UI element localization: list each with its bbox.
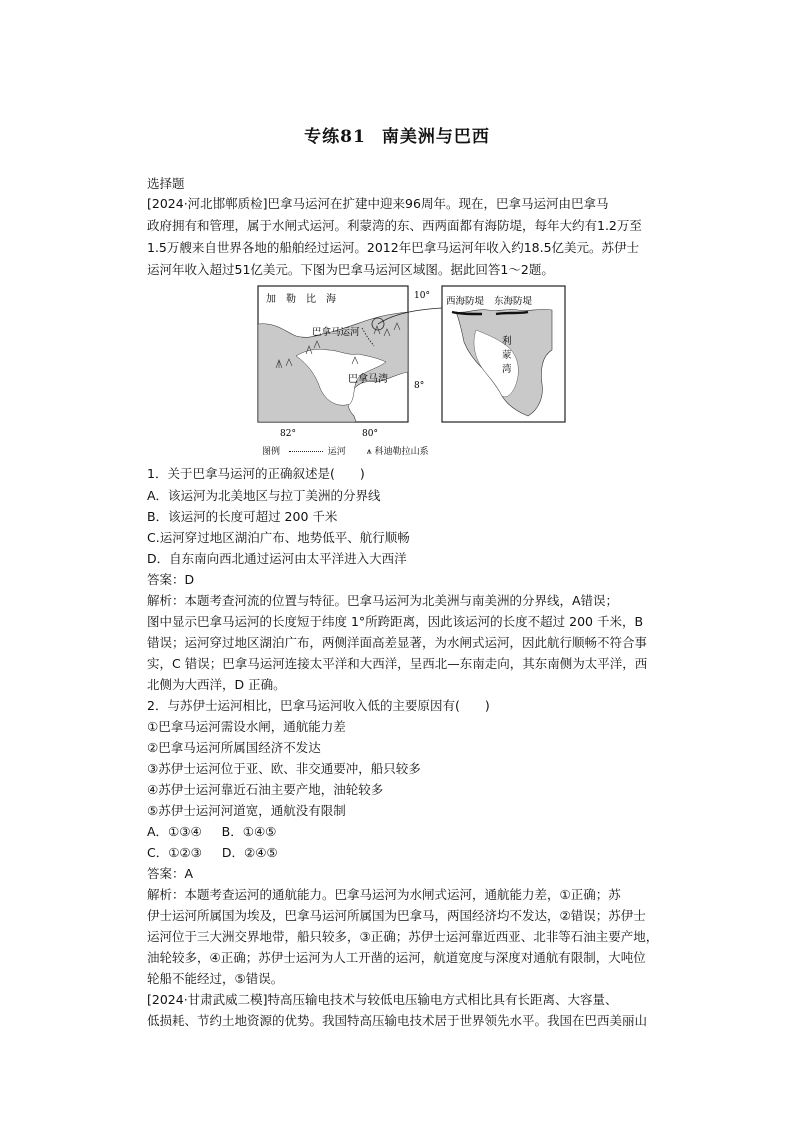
q2-item: ②巴拿马运河所属国经济不发达 (147, 740, 321, 755)
lon-right-label: 80° (362, 429, 378, 439)
inset-east-label: 东海防堤 (494, 296, 533, 307)
lon-left-label: 82° (280, 429, 296, 439)
legend (262, 444, 429, 457)
intro2-line: 低损耗、节约土地资源的优势。我国特高压输电技术居于世界领先水平。我国在巴西美丽山 (147, 1013, 648, 1028)
caribbean-label: 加 勒 比 海 (266, 294, 336, 305)
q1-analysis: 实，C 错误；巴拿马运河连接太平洋和大西洋，呈西北—东南走向，其东南侧为太平洋，西 (147, 656, 648, 671)
q2-analysis: 运河位于三大洲交界地带，船只较多，③正确；苏伊士运河靠近西亚、北非等石油主要产地， (147, 929, 659, 944)
intro2-line: [2024·甘肃武威二模]特高压输电技术与较低电压输电方式相比具有长距离、大容量、 (147, 992, 618, 1007)
page-title (0, 122, 794, 147)
q2-stem: 2．与苏伊士运河相比，巴拿马运河收入低的主要原因有( ) (147, 698, 490, 713)
q1-option-c: C.运河穿过地区湖泊广布、地势低平、航行顺畅 (147, 530, 410, 545)
q2-item: ③苏伊士运河位于亚、欧、非交通要冲，船只较多 (147, 761, 421, 776)
q2-option-b: B．①④⑤ (221, 824, 277, 839)
q1-stem: 1．关于巴拿马运河的正确叙述是( ) (147, 466, 365, 481)
legend-canal-symbol (289, 451, 323, 452)
q1-analysis: 错误；运河穿过地区湖泊广布，两侧洋面高差显著，为水闸式运河，因此航行顺畅不符合事 (147, 635, 648, 650)
q2-option-d: D．②④⑤ (221, 845, 278, 860)
intro-line: 运河年收入超过51亿美元。下图为巴拿马运河区域图。据此回答1～2题。 (147, 262, 554, 277)
q1-analysis: 北侧为大西洋，D 正确。 (147, 677, 286, 692)
section-label: 选择题 (147, 176, 185, 191)
q2-item: ④苏伊士运河靠近石油主要产地，油轮较多 (147, 782, 384, 797)
q2-item: ⑤苏伊士运河河道宽，通航没有限制 (147, 803, 346, 818)
mountain-icon: ⩚ (366, 447, 372, 457)
inset-bay-char: 湾 (502, 364, 512, 375)
gulf-label: 巴拿马湾 (348, 374, 388, 385)
intro-line: 政府拥有和管理，属于水闸式运河。利蒙湾的东、西两面都有海防堤，每年大约有1.2万至 (147, 218, 642, 233)
title-topic: 南美洲与巴西 (381, 127, 490, 147)
q1-option-d: D．自东南向西北通过运河由太平洋进入大西洋 (147, 551, 407, 566)
q2-analysis: 轮船不能经过，⑤错误。 (147, 971, 284, 986)
intro-line: [2024·河北邯郸质检]巴拿马运河在扩建中迎来96周年。现在，巴拿马运河由巴拿马 (147, 196, 609, 211)
inset-west-label: 西海防堤 (446, 296, 485, 307)
lat-top-label: 10° (414, 291, 430, 301)
inset-bay-char: 蒙 (502, 350, 512, 361)
q2-options-row (147, 822, 276, 842)
q1-option-b: B．该运河的长度可超过 200 千米 (147, 509, 338, 524)
intro-line: 1.5万艘来自世界各地的船舶经过运河。2012年巴拿马运河年收入约18.5亿美元。苏伊士 (147, 240, 640, 255)
legend-canal-label: 运河 (327, 447, 346, 457)
panama-canal-map (256, 284, 568, 464)
q2-analysis: 油轮较多，④正确；苏伊士运河为人工开凿的运河，航道宽度与深度对通航有限制，大吨位 (147, 950, 646, 965)
q1-answer: 答案：D (147, 572, 195, 587)
q2-answer: 答案：A (147, 866, 194, 881)
q1-analysis: 解析：本题考查河流的位置与特征。巴拿马运河为北美洲与南美洲的分界线，A错误； (147, 593, 619, 608)
legend-title: 图例 (262, 447, 281, 457)
canal-label: 巴拿马运河 (312, 327, 360, 338)
title-number: 专练81 (304, 127, 366, 147)
legend-mountain-label: 科迪勒拉山系 (374, 447, 429, 457)
q1-option-a: A．该运河为北美地区与拉丁美洲的分界线 (147, 488, 381, 503)
q2-analysis: 解析：本题考查运河的通航能力。巴拿马运河为水闸式运河，通航能力差，①正确；苏 (147, 887, 621, 902)
q2-item: ①巴拿马运河需设水闸，通航能力差 (147, 719, 346, 734)
q2-analysis: 伊士运河所属国为埃及，巴拿马运河所属国为巴拿马，两国经济均不发达，②错误；苏伊士 (147, 908, 646, 923)
inset-bay-char: 利 (502, 336, 512, 347)
q1-analysis: 图中显示巴拿马运河的长度短于纬度 1°所跨距离，因此该运河的长度不超过 200 千米，B (147, 614, 644, 629)
q2-option-a: A．①③④ (147, 824, 202, 839)
q2-option-c: C．①②③ (147, 845, 202, 860)
lat-bottom-label: 8° (414, 381, 425, 391)
q2-options-row (147, 843, 278, 863)
